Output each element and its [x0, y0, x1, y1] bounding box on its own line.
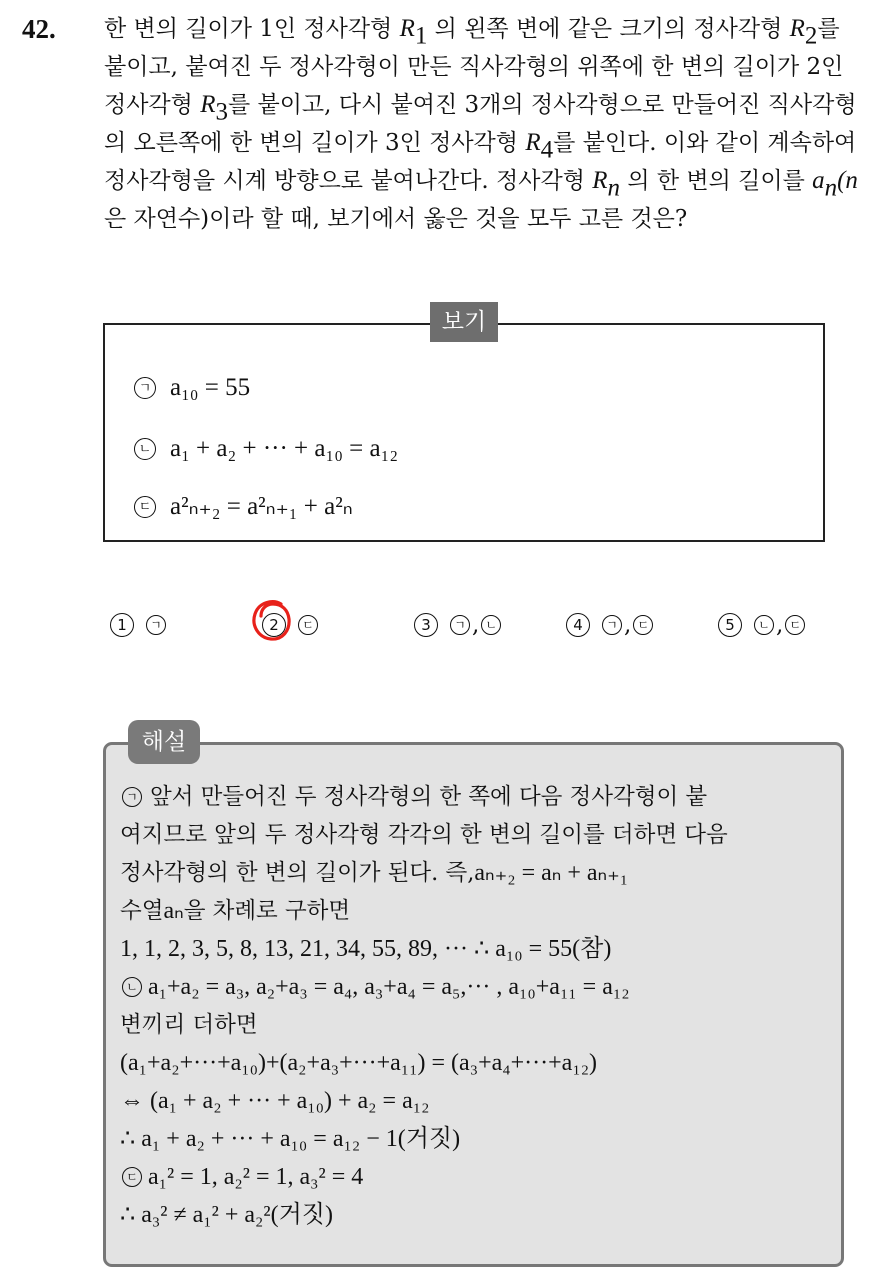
circled-digeut: ㄷ — [298, 615, 318, 635]
circled-digeut: ㄷ — [633, 615, 653, 635]
question-text-part: 를 붙이고, 다시 붙여진 3개의 정사각형으로 만들어진 직사각형의 오른쪽에 한 변의 길이가 3인 정사각형 — [104, 92, 857, 156]
var-n: (n — [837, 167, 858, 194]
sub-4: 4 — [540, 136, 554, 164]
var-a: a — [812, 167, 825, 194]
solution-line — [120, 816, 832, 854]
question-text — [104, 10, 864, 238]
choice-1[interactable] — [110, 607, 168, 643]
solution-line — [120, 854, 832, 892]
bogi-item-2-formula: a₁ + a₂ + ··· + a₁₀ = a₁₂ — [170, 435, 399, 462]
circled-giyeok: ㄱ — [602, 615, 622, 635]
solution-text: 정사각형의 한 변의 길이가 된다. 즉, — [120, 860, 475, 886]
sub-n: n — [824, 174, 838, 202]
choice-number: 2 — [262, 613, 286, 637]
solution-line — [120, 1082, 832, 1120]
choice-number: 3 — [414, 613, 438, 637]
solution-formula: a₁² = 1, a₂² = 1, a₃² = 4 — [148, 1164, 364, 1190]
circled-nieun: ㄴ — [754, 615, 774, 635]
circled-giyeok: ㄱ — [450, 615, 470, 635]
solution-formula: 1, 1, 2, 3, 5, 8, 13, 21, 34, 55, 89, ··· ∴ a₁₀ = 55(참) — [120, 936, 612, 962]
solution-line — [120, 1044, 832, 1082]
comma: , — [472, 612, 480, 638]
solution-formula: ⇔ (a₁ + a₂ + ··· + a₁₀) + a₂ = a₁₂ — [120, 1088, 430, 1114]
solution-line — [120, 1120, 832, 1158]
answer-circle-mark-icon — [251, 598, 293, 642]
question-text-part: 한 변의 길이가 1인 정사각형 — [104, 16, 400, 42]
solution-body — [120, 778, 832, 1234]
choice-number: 1 — [110, 613, 134, 637]
circled-nieun: ㄴ — [122, 977, 142, 997]
sub-2: 2 — [804, 22, 818, 50]
comma: , — [776, 612, 784, 638]
solution-formula: aₙ — [163, 898, 184, 924]
solution-line — [120, 892, 832, 930]
circled-giyeok: ㄱ — [134, 377, 156, 399]
bogi-item-2 — [134, 431, 398, 467]
bogi-item-3 — [134, 489, 353, 525]
var-r: R — [200, 91, 216, 118]
solution-line — [120, 1006, 832, 1044]
solution-formula: ∴ a₃² ≠ a₁² + a₂²(거짓) — [120, 1202, 333, 1228]
question-text-part: 를 붙이고, 붙여진 두 정사각형이 만든 직사각형의 위쪽에 한 변의 길이가 2인 정사각형 — [104, 16, 844, 118]
solution-formula: ∴ a₁ + a₂ + ··· + a₁₀ = a₁₂ − 1(거짓) — [120, 1126, 461, 1152]
solution-formula: (a₁+a₂+···+a₁₀)+(a₂+a₃+···+a₁₁) = (a₃+a₄+···+a₁₂) — [120, 1050, 598, 1076]
solution-line — [120, 1158, 832, 1196]
solution-text: 을 차례로 구하면 — [183, 898, 351, 924]
solution-text: 수열 — [120, 898, 164, 924]
solution-text: 여지므로 앞의 두 정사각형 각각의 한 변의 길이를 더하면 다음 — [120, 822, 728, 848]
choice-number: 4 — [566, 613, 590, 637]
circled-digeut: ㄷ — [785, 615, 805, 635]
solution-text: 앞서 만들어진 두 정사각형의 한 쪽에 다음 정사각형이 붙 — [150, 784, 708, 810]
bogi-item-1 — [134, 370, 250, 406]
var-r: R — [789, 15, 805, 42]
bogi-item-3-formula: a²ₙ₊₂ = a²ₙ₊₁ + a²ₙ — [170, 493, 353, 520]
circled-nieun: ㄴ — [481, 615, 501, 635]
solution-title: 해설 — [128, 720, 200, 764]
solution-line — [120, 968, 832, 1006]
sub-n: n — [607, 174, 621, 202]
bogi-item-1-formula: a₁₀ = 55 — [170, 374, 251, 401]
answer-choices — [0, 607, 884, 643]
choice-4[interactable] — [566, 607, 655, 643]
comma: , — [624, 612, 632, 638]
choice-5[interactable] — [718, 607, 807, 643]
circled-giyeok: ㄱ — [146, 615, 166, 635]
var-r: R — [525, 129, 541, 156]
question-text-part: 의 한 변의 길이를 — [620, 168, 813, 194]
question-text-part: 은 자연수)이라 할 때, 보기에서 옳은 것을 모두 고른 것은? — [104, 206, 688, 232]
sub-1: 1 — [414, 22, 428, 50]
var-r: R — [399, 15, 415, 42]
solution-line — [120, 930, 832, 968]
circled-nieun: ㄴ — [134, 438, 156, 460]
circled-digeut: ㄷ — [134, 496, 156, 518]
solution-formula: aₙ₊₂ = aₙ + aₙ₊₁ — [474, 860, 629, 886]
question-text-part: 의 왼쪽 변에 같은 크기의 정사각형 — [427, 16, 790, 42]
question-number: 42. — [22, 14, 56, 44]
var-r: R — [592, 167, 608, 194]
bogi-title: 보기 — [430, 302, 498, 342]
question-text-part: 를 붙인다. 이와 같이 계속하여 정사각형을 시계 방향으로 붙여나간다. 정사각형 — [104, 130, 857, 194]
sub-3: 3 — [215, 98, 228, 126]
circled-giyeok: ㄱ — [122, 787, 142, 807]
solution-text: 변끼리 더하면 — [120, 1012, 258, 1038]
solution-line — [120, 1196, 832, 1234]
circled-digeut: ㄷ — [122, 1167, 142, 1187]
choice-number: 5 — [718, 613, 742, 637]
choice-3[interactable] — [414, 607, 503, 643]
solution-line — [120, 778, 832, 816]
solution-formula: a₁+a₂ = a₃, a₂+a₃ = a₄, a₃+a₄ = a₅,··· , a₁₀+a₁₁ = a₁₂ — [148, 974, 630, 1000]
